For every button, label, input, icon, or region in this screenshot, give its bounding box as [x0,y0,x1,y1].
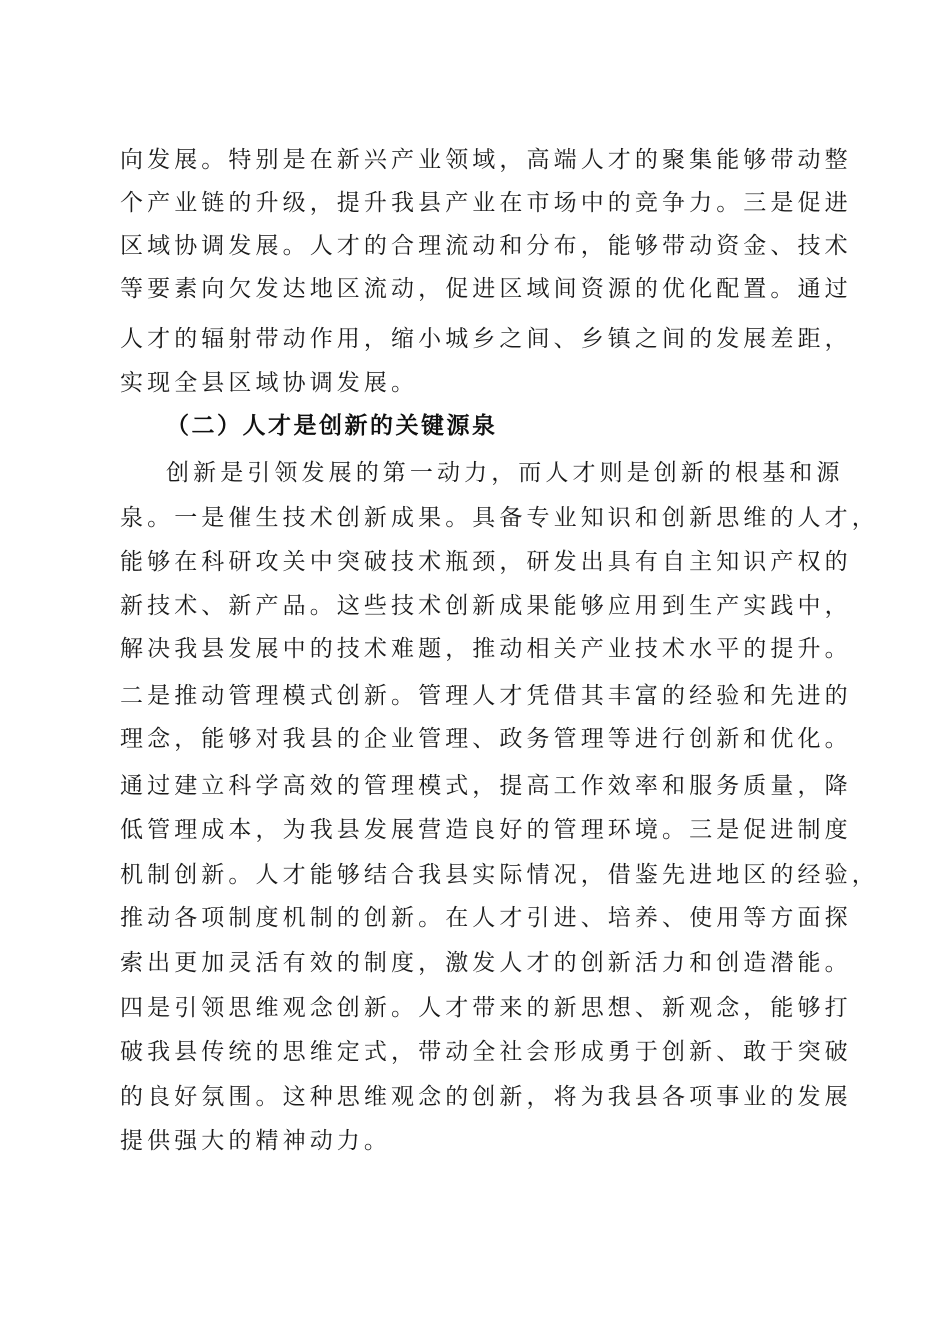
paragraph-2-line-14: 破我县传统的思维定式，带动全社会形成勇于创新、敢于突破 [120,1039,852,1065]
paragraph-1-line-2: 个产业链的升级，提升我县产业在市场中的竞争力。三是促进 [120,190,852,216]
paragraph-1-line-4: 等要素向欠发达地区流动，促进区域间资源的优化配置。通过 [120,276,852,302]
paragraph-2-line-5: 解决我县发展中的技术难题，推动相关产业技术水平的提升。 [120,636,852,662]
paragraph-2-line-10: 机制创新。人才能够结合我县实际情况，借鉴先进地区的经验， [120,862,879,888]
paragraph-2-line-6: 二是推动管理模式创新。管理人才凭借其丰富的经验和先进的 [120,683,852,709]
paragraph-2-line-11: 推动各项制度机制的创新。在人才引进、培养、使用等方面探 [120,905,852,931]
paragraph-2-line-7: 理念，能够对我县的企业管理、政务管理等进行创新和优化。 [120,726,852,752]
paragraph-2-line-3: 能够在科研攻关中突破技术瓶颈，研发出具有自主知识产权的 [120,549,852,575]
paragraph-2-line-15: 的良好氛围。这种思维观念的创新，将为我县各项事业的发展 [120,1084,852,1110]
paragraph-2-line-8: 通过建立科学高效的管理模式，提高工作效率和服务质量，降 [120,773,852,799]
section-heading: （二）人才是创新的关键源泉 [166,412,498,439]
paragraph-2-line-4: 新技术、新产品。这些技术创新成果能够应用到生产实践中， [120,593,852,619]
paragraph-1-line-1: 向发展。特别是在新兴产业领域，高端人才的聚集能够带动整 [120,147,852,173]
paragraph-2-line-12: 索出更加灵活有效的制度，激发人才的创新活力和创造潜能。 [120,950,852,976]
paragraph-2-line-13: 四是引领思维观念创新。人才带来的新思想、新观念，能够打 [120,995,852,1021]
paragraph-2-line-2: 泉。一是催生技术创新成果。具备专业知识和创新思维的人才， [120,505,879,531]
paragraph-2-line-1: 创新是引领发展的第一动力，而人才则是创新的根基和源 [166,460,844,486]
paragraph-2-line-9: 低管理成本，为我县发展营造良好的管理环境。三是促进制度 [120,817,852,843]
paragraph-1-line-6: 实现全县区域协调发展。 [120,370,419,396]
paragraph-1-line-3: 区域协调发展。人才的合理流动和分布，能够带动资金、技术 [120,233,852,259]
paragraph-1-line-5: 人才的辐射带动作用，缩小城乡之间、乡镇之间的发展差距， [120,326,852,352]
paragraph-2-line-16: 提供强大的精神动力。 [120,1128,391,1154]
